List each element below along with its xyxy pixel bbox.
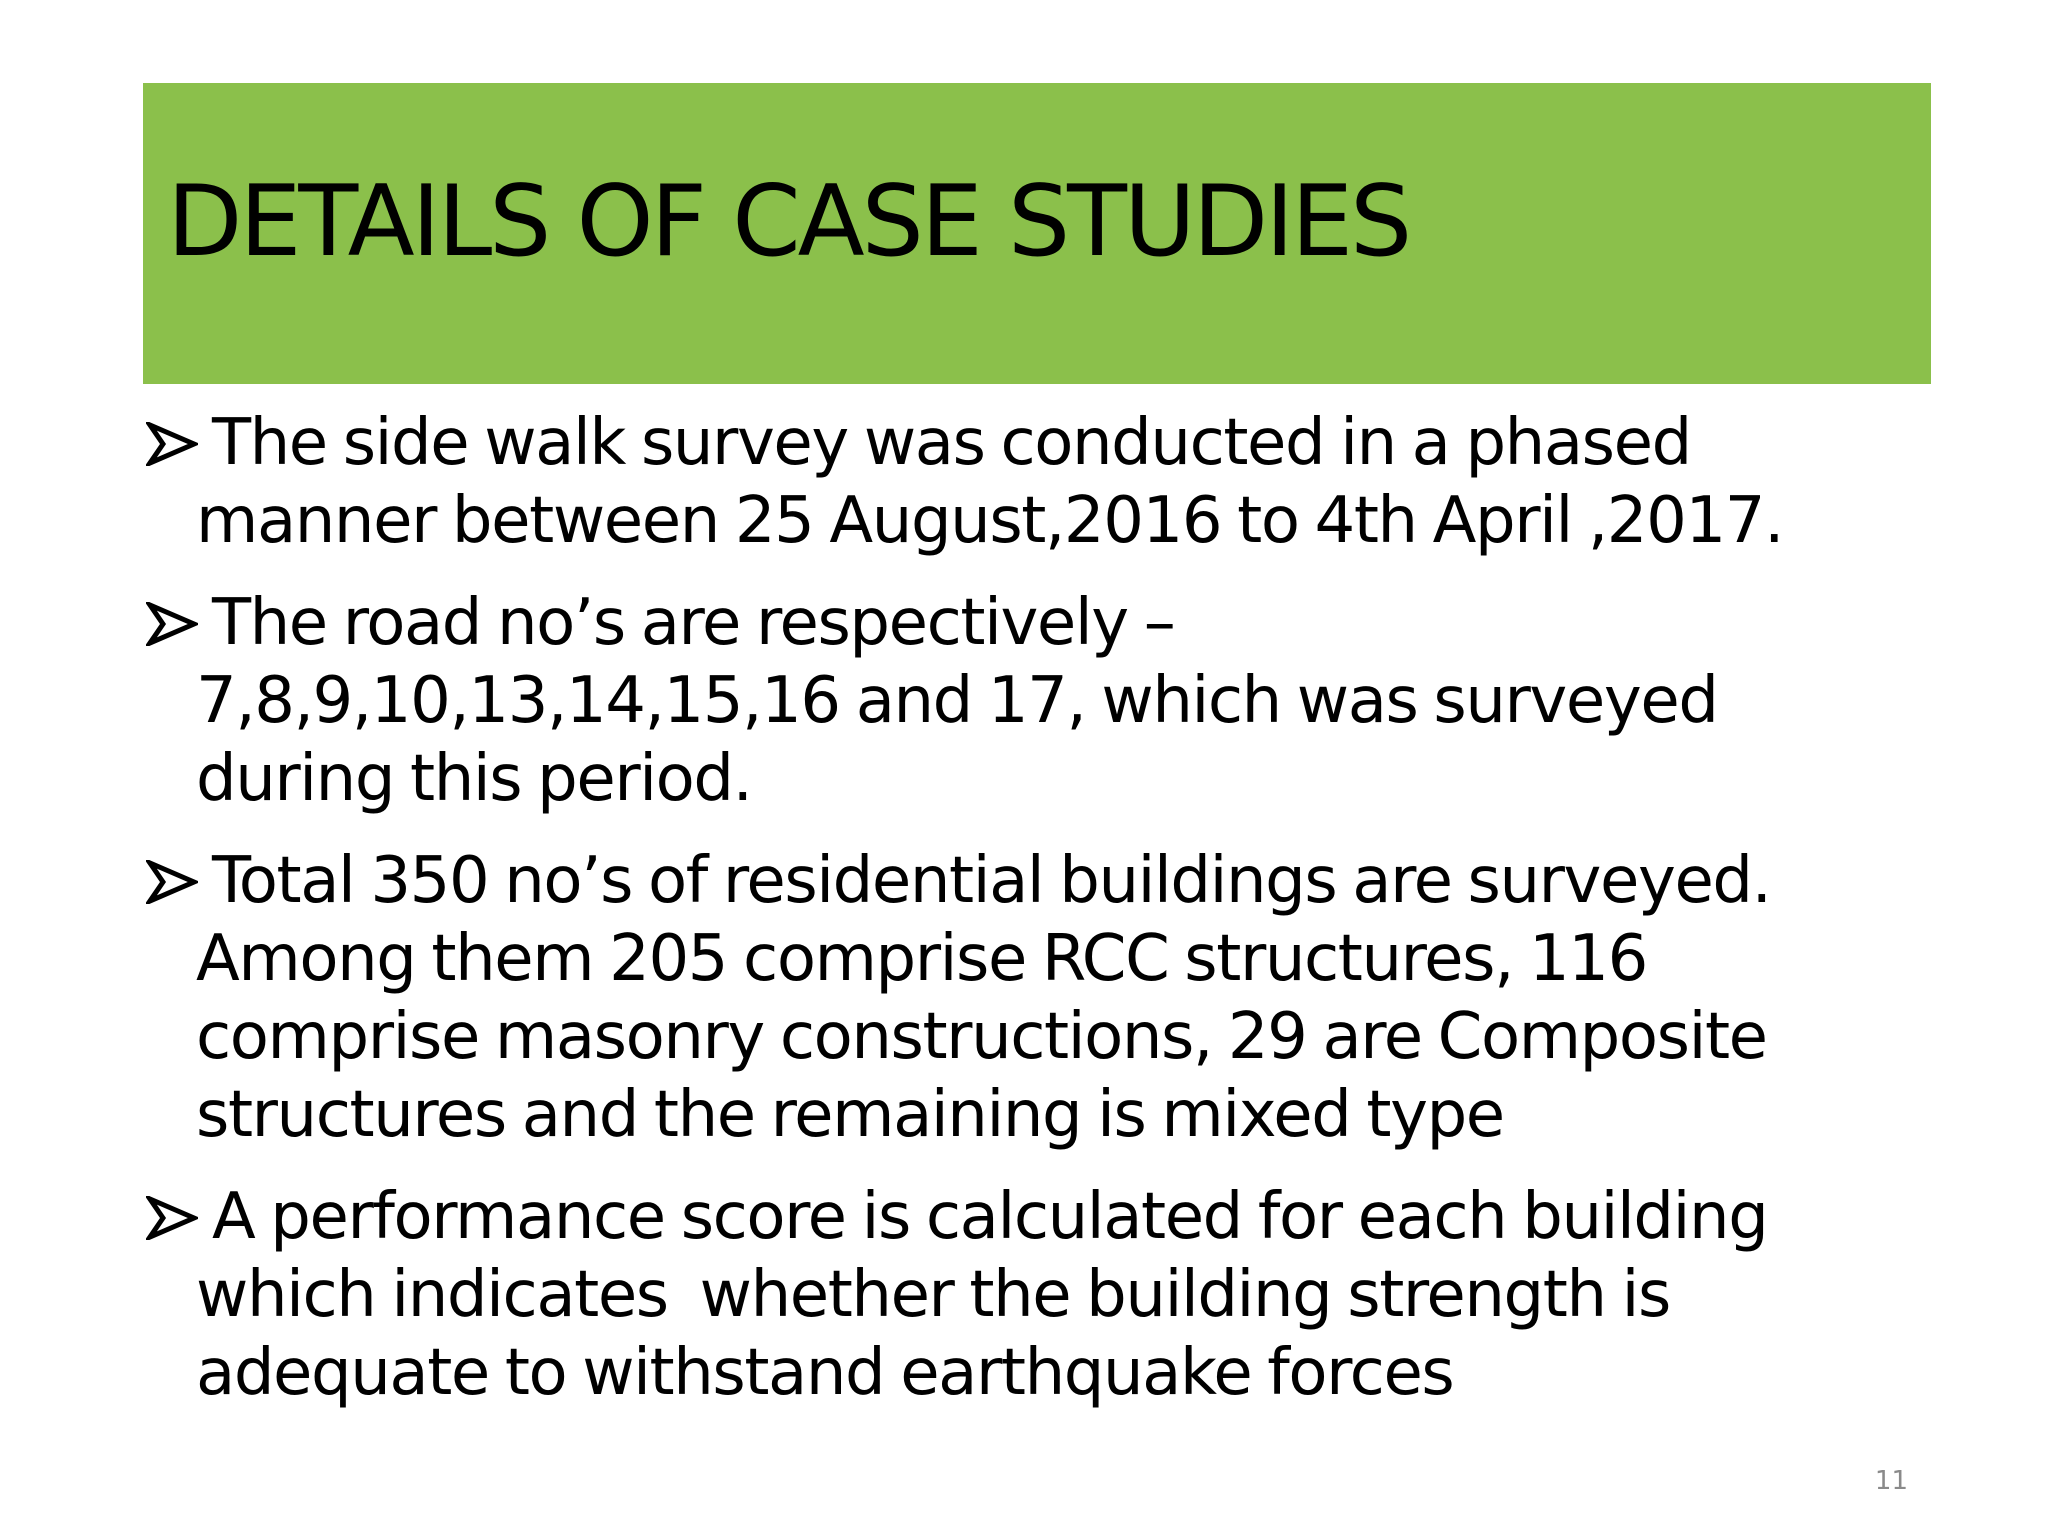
bullet-item: [146, 404, 1946, 560]
arrowhead-bullet-icon: [146, 860, 198, 904]
bullet-item: [146, 842, 1946, 1154]
bullet-line: A performance score is calculated for each building: [196, 1180, 1768, 1254]
arrowhead-bullet-icon: [146, 1196, 198, 1240]
bullet-line: 7,8,9,10,13,14,15,16 and 17, which was surveyed: [196, 664, 1718, 738]
bullet-item: [146, 1178, 1946, 1412]
slide-title: DETAILS OF CASE STUDIES: [167, 165, 1410, 279]
bullet-line: Total 350 no’s of residential buildings are surveyed.: [196, 844, 1771, 918]
bullet-line: structures and the remaining is mixed type: [196, 1078, 1504, 1152]
arrowhead-bullet-icon: [146, 602, 198, 646]
bullet-line: Among them 205 comprise RCC structures, 116: [196, 922, 1647, 996]
title-band: [143, 83, 1931, 384]
page-number: 11: [1874, 1466, 1908, 1496]
bullet-line: The side walk survey was conducted in a phased: [196, 406, 1691, 480]
bullet-line: during this period.: [196, 742, 752, 816]
bullet-line: adequate to withstand earthquake forces: [196, 1336, 1454, 1410]
arrowhead-bullet-icon: [146, 422, 198, 466]
bullet-line: manner between 25 August,2016 to 4th April ,2017.: [196, 484, 1784, 558]
bullet-line: The road no’s are respectively –: [196, 586, 1175, 660]
bullet-line: which indicates whether the building strength is: [196, 1258, 1670, 1332]
bullet-list: [146, 404, 1946, 1436]
bullet-line: comprise masonry constructions, 29 are Composite: [196, 1000, 1767, 1074]
bullet-item: [146, 584, 1946, 818]
